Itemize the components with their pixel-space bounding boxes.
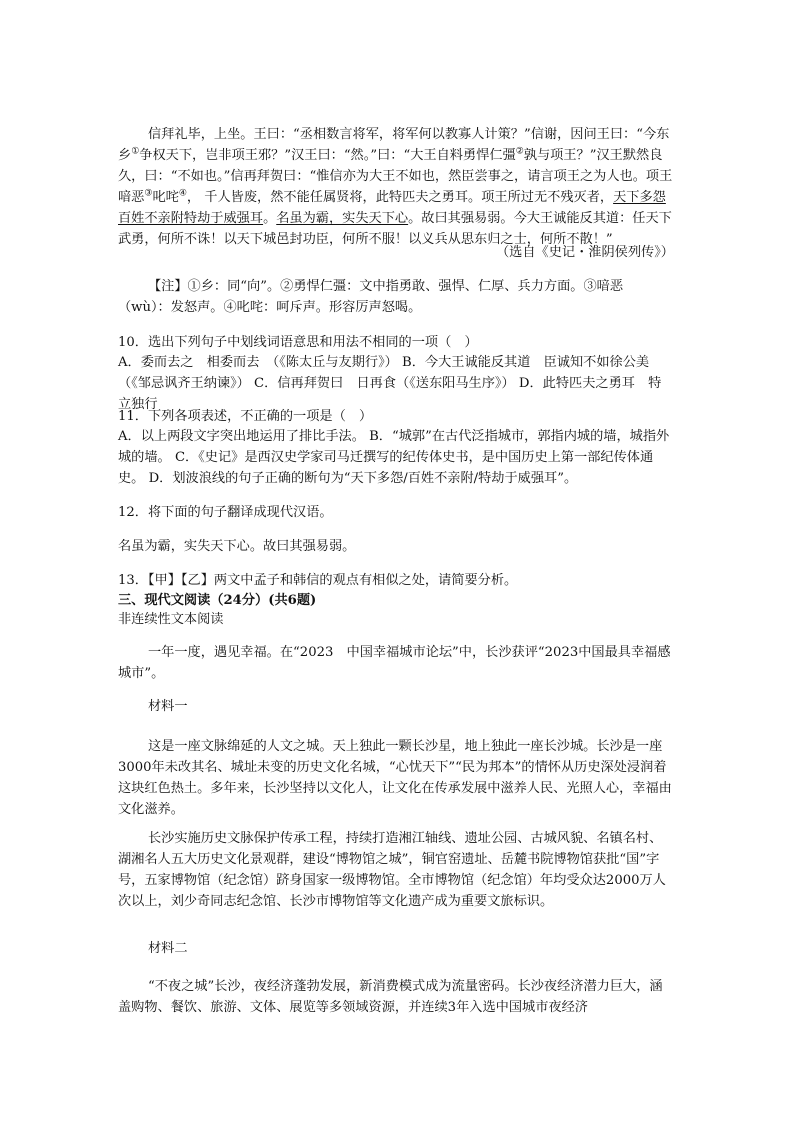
passage-text: 叱咤 bbox=[152, 190, 179, 205]
passage-text: 。故曰其强易弱。今大王诚能反其道：任天下武勇，何所不诛！以天下城邑封功臣，何所不服！以义兵从思东归之士，何所不散！” bbox=[118, 211, 672, 247]
question-10: 10．选出下列句子中划线词语意思和用法不相同的一项（ ） bbox=[118, 335, 478, 350]
section-subheading: 非连续性文本阅读 bbox=[118, 612, 224, 627]
question-11: 11．下列各项表述，不正确的一项是（ ） bbox=[118, 409, 373, 424]
passage-text: ， 千人皆废，然不能任属贤将，此特匹夫之勇耳。项王所过无不残灭者， bbox=[186, 190, 614, 205]
footnote-mark: ④ bbox=[178, 188, 187, 199]
material-1-paragraph-1: 这是一座文脉绵延的人文之城。天上独此一颗长沙星，地上独此一座长沙城。长沙是一座3000年未改其名、城址未变的历史文化名城，“心忧天下”“民为邦本”的情怀从历史深处浸润着这块红色热土。多年来，长沙坚持以文化人，让文化在传承发展中滋养人民、光照人心，幸福由文化滋养。 bbox=[118, 739, 672, 817]
passage-text: 。 bbox=[263, 211, 277, 226]
material-1-paragraph-2: 长沙实施历史文脉保护传承工程，持续打造湘江轴线、遗址公园、古城风貌、名镇名村、湖湘名人五大历史文化景观群，建设“博物馆之城”，铜官窑遗址、岳麓书院博物馆获批“国”字号，五家博物馆（纪念馆）跻身国家一级博物馆。全市博物馆（纪念馆）年均受众达2000万人次以上，刘少奇同志纪念馆、长沙市博物馆等文化遗产成为重要文旅标识。 bbox=[118, 831, 666, 909]
material-2-paragraph-1: “不夜之城”长沙，夜经济蓬勃发展，新消费模式成为流量密码。长沙夜经济潜力巨大，涵盖购物、餐饮、旅游、文体、展览等多领域资源，并连续3年入选中国城市夜经济 bbox=[118, 979, 663, 1015]
material-1-title: 材料一 bbox=[148, 699, 188, 714]
passage-source: （选自《史记・淮阴侯列传》） bbox=[495, 245, 674, 260]
footnote-mark: ② bbox=[515, 146, 524, 157]
footnote-mark: ① bbox=[131, 146, 140, 157]
section-intro: 一年一度，遇见幸福。在“2023 中国幸福城市论坛”中，长沙获评“2023中国最具幸福感城市”。 bbox=[118, 645, 671, 681]
material-2-title: 材料二 bbox=[148, 941, 188, 956]
question-13: 13．【甲】【乙】两文中孟子和韩信的观点有相似之处，请简要分析。 bbox=[118, 573, 518, 588]
question-12: 12．将下面的句子翻译成现代汉语。 bbox=[118, 505, 333, 520]
passage-text: 孰与项王？”汉王默然良久，曰：“不如也。”信再拜贺曰：“惟信亦为大王不如也，然臣尝事之，请言项王之为人也。项王喑恶 bbox=[118, 148, 673, 205]
section-heading: 三、现代文阅读（24分）(共6题) bbox=[118, 593, 317, 608]
passage-paragraph bbox=[118, 124, 674, 250]
passage-text: 信拜礼毕，上坐。王曰：“丞相数言将军，将军何以教寡人计策？”信谢，因问王曰：“今东乡 bbox=[118, 127, 670, 163]
question-11-options: A．以上两段文字突出地运用了排比手法。 B．“城郭”在古代泛指城市，郭指内城的墙，城指外城的墙。 C．《史记》是西汉史学家司马迁撰写的纪传体史书，是中国历史上第一部纪传体通史。 D．划波浪线的句子正确的断句为“天下多怨/百姓不亲附/特劫于威强耳”。 bbox=[118, 429, 670, 486]
question-10-options: A．委而去之 相委而去 （《陈太丘与友期行》） B．今大王诚能反其道 臣诚知不如徐公美（《邹忌讽齐王纳谏》） C．信再拜贺曰 日再食（《送东阳马生序》） D．此特匹夫之勇耳 特立独行 bbox=[118, 355, 662, 412]
question-12-sentence: 名虽为霸，实失天下心。故曰其强易弱。 bbox=[118, 539, 356, 554]
footnote-mark: ③ bbox=[144, 188, 153, 199]
wavy-underlined-sentence: 天下多怨百姓不亲附特劫于威强耳 bbox=[118, 190, 666, 226]
passage-note: 【注】①乡：同“向”。②勇悍仁彊：文中指勇敢、强悍、仁厚、兵力方面。③喑恶（wù）：发怒声。④叱咤：呵斥声。形容厉声怒喝。 bbox=[118, 279, 624, 315]
underlined-sentence: 名虽为霸，实失天下心 bbox=[276, 211, 409, 226]
passage-text: 争权天下，岂非项王邪？”汉王曰：“然。”曰：“大王自料勇悍仁彊 bbox=[139, 148, 516, 163]
